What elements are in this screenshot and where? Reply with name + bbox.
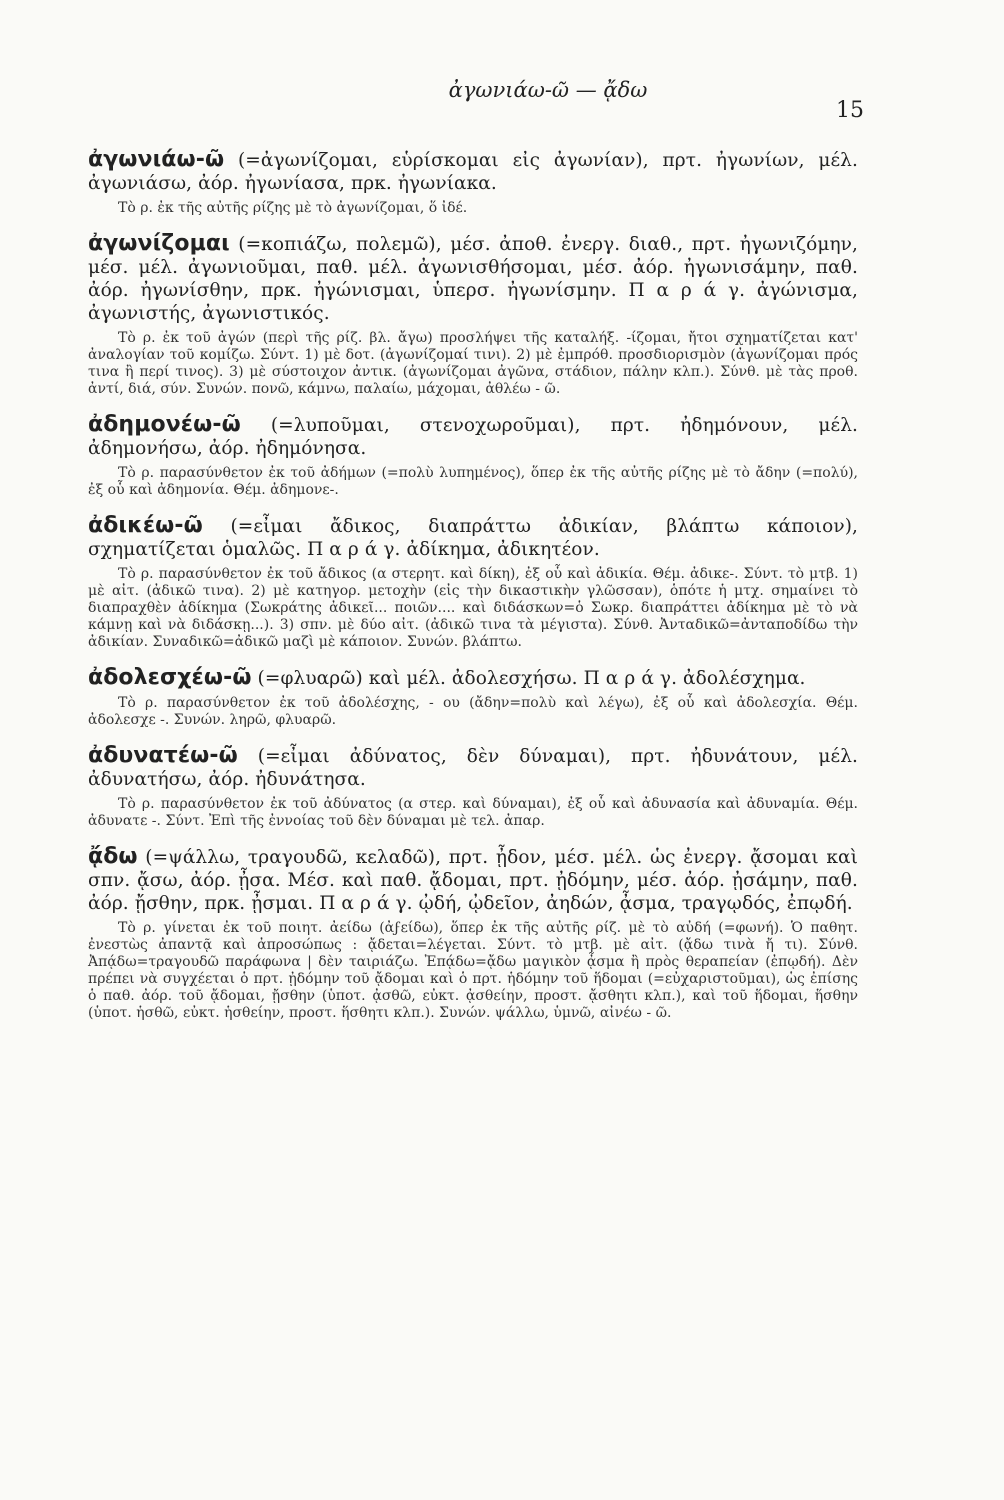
entry-definition bbox=[88, 845, 858, 915]
page-number: 15 bbox=[836, 98, 864, 123]
entry-note: Τὸ ρ. γίνεται ἐκ τοῦ ποιητ. ἀείδω (ἀϝείδω), ὅπερ ἐκ τῆς αὐτῆς ρίζ. μὲ τὸ αὐδή (=φωνή). Ὁ παθητ. ἐνεστὼς ἀπαντᾷ καὶ ἀπροσώπως : ᾄδεται=λέγεται. Σύντ. τὸ μτβ. μὲ αἰτ. (ᾄδω τινὰ ἤ τι). Σύνθ. Ἀπᾴδω=τραγουδῶ παράφωνα | δὲν ταιριάζω. Ἐπᾴδω=ᾄδω μαγικὸν ᾆσμα ἢ πρὸς θεραπείαν (ἐπῳδή). Δὲν πρέπει νὰ συγχέεται ὁ πρτ. ᾐδόμην τοῦ ᾄδομαι καὶ ὁ πρτ. ἡδόμην τοῦ ἥδομαι (=εὐχαριστοῦμαι), ὡς ἐπίσης ὁ παθ. ἀόρ. τοῦ ᾄδομαι, ᾔσθην (ὑποτ. ᾀσθῶ, εὐκτ. ᾀσθείην, προστ. ᾄσθητι κλπ.), καὶ τοῦ ἥδομαι, ἥσθην (ὑποτ. ἡσθῶ, εὐκτ. ἡσθείην, προστ. ἥσθητι κλπ.). Συνών. ψάλλω, ὑμνῶ, αἰνέω - ῶ. bbox=[88, 920, 858, 1021]
entry-note: Τὸ ρ. παρασύνθετον ἐκ τοῦ ἄδικος (α στερητ. καὶ δίκη), ἐξ οὗ καὶ ἀδικία. Θέμ. ἀδικε-. Σύντ. τὸ μτβ. 1) μὲ αἰτ. (ἀδικῶ τινα). 2) μὲ κατηγορ. μετοχὴν (εἰς τὴν δικαστικὴν γλῶσσαν), ὁπότε ἡ μτχ. σημαίνει τὸ διαπραχθὲν ἀδίκημα (Σωκράτης ἀδικεῖ... ποιῶν.... καὶ διδάσκων=ὁ Σωκρ. διαπράττει ἀδίκημα μὲ τὸ νὰ κάμνῃ καὶ νὰ διδάσκῃ...). 3) σπν. μὲ δύο αἰτ. (ἀδικῶ τινα τὰ μέγιστα). Σύνθ. Ἀνταδικῶ=ἀνταποδίδω τὴν ἀδικίαν. Συναδικῶ=ἀδικῶ μαζὶ μὲ κάποιον. Συνών. βλάπτω. bbox=[88, 566, 858, 650]
entry-note: Τὸ ρ. ἐκ τοῦ ἀγών (περὶ τῆς ρίζ. βλ. ἄγω) προσλήψει τῆς καταλήξ. -ίζομαι, ἤτοι σχηματίζεται κατ' ἀναλογίαν τοῦ κομίζω. Σύντ. 1) μὲ δοτ. (ἀγωνίζομαί τινι). 2) μὲ ἐμπρόθ. προσδιορισμὸν (ἀγωνίζομαι πρός τινα ἢ περί τινος). 3) μὲ σύστοιχον ἀντικ. (ἀγωνίζομαι ἀγῶνα, στάδιον, πάλην κλπ.). Σύνθ. μὲ τὰς προθ. ἀντί, διά, σύν. Συνών. πονῶ, κάμνω, παλαίω, μάχομαι, ἀθλέω - ῶ. bbox=[88, 330, 858, 397]
entry-lemma: ἀγωνιάω-ῶ bbox=[88, 147, 225, 172]
entry-lemma: ᾄδω bbox=[88, 844, 138, 869]
entry-definition bbox=[88, 232, 858, 325]
entry-note: Τὸ ρ. παρασύνθετον ἐκ τοῦ ἀδολέσχης, - ου (ἄδην=πολὺ καὶ λέγω), ἐξ οὗ καὶ ἀδολεσχία. Θέμ. ἀδολεσχε -. Συνών. ληρῶ, φλυαρῶ. bbox=[88, 695, 858, 728]
entry-definition-text: (=λυποῦμαι, στενοχωροῦμαι), πρτ. ἠδημόνουν, μέλ. ἀδημονήσω, ἀόρ. ἠδημόνησα. bbox=[88, 415, 858, 459]
entry-definition-text: (=ψάλλω, τραγουδῶ, κελαδῶ), πρτ. ᾖδον, μέσ. μέλ. ὡς ἐνεργ. ᾄσομαι καὶ σπν. ᾄσω, ἀόρ. ᾖσα. Μέσ. καὶ παθ. ᾄδομαι, πρτ. ᾐδόμην, μέσ. ἀόρ. ᾐσάμην, παθ. ἀόρ. ᾔσθην, πρκ. ᾖσμαι. Π α ρ ά γ. ᾠδή, ᾠδεῖον, ἀηδών, ᾆσμα, τραγῳδός, ἐπῳδή. bbox=[88, 847, 858, 914]
running-title: ἀγωνιάω-ῶ — ᾄδω bbox=[448, 78, 648, 102]
entry-lemma: ἀδυνατέω-ῶ bbox=[88, 743, 238, 768]
entry-definition-text: (=εἶμαι ἀδύνατος, δὲν δύναμαι), πρτ. ἠδυνάτουν, μέλ. ἀδυνατήσω, ἀόρ. ἠδυνάτησα. bbox=[88, 746, 858, 790]
dictionary-entry bbox=[88, 413, 858, 499]
entry-definition-text: (=εἶμαι ἄδικος, διαπράττω ἀδικίαν, βλάπτω κάποιον), σχηματίζεται ὁμαλῶς. Π α ρ ά γ. ἀδίκημα, ἀδικητέον. bbox=[88, 516, 858, 560]
entry-lemma: ἀγωνίζομαι bbox=[88, 231, 230, 256]
dictionary-entry bbox=[88, 232, 858, 398]
entry-note: Τὸ ρ. παρασύνθετον ἐκ τοῦ ἀδύνατος (α στερ. καὶ δύναμαι), ἐξ οὗ καὶ ἀδυνασία καὶ ἀδυναμία. Θέμ. ἀδυνατε -. Σύντ. Ἐπὶ τῆς ἐννοίας τοῦ δὲν δύναμαι μὲ τελ. ἀπαρ. bbox=[88, 796, 858, 829]
dictionary-entry bbox=[88, 845, 858, 1022]
entry-definition bbox=[88, 148, 858, 195]
entry-definition bbox=[88, 514, 858, 561]
entry-definition bbox=[88, 744, 858, 791]
entry-definition bbox=[88, 413, 858, 460]
dictionary-body bbox=[88, 148, 858, 1037]
entry-lemma: ἀδολεσχέω-ῶ bbox=[88, 665, 252, 690]
dictionary-entry bbox=[88, 744, 858, 830]
entry-definition-text: (=ἀγωνίζομαι, εὑρίσκομαι εἰς ἀγωνίαν), πρτ. ἠγωνίων, μέλ. ἀγωνιάσω, ἀόρ. ἠγωνίασα, πρκ. ἠγωνίακα. bbox=[88, 150, 858, 194]
entry-lemma: ἀδημονέω-ῶ bbox=[88, 412, 241, 437]
entry-definition-text: (=φλυαρῶ) καὶ μέλ. ἀδολεσχήσω. Π α ρ ά γ. ἀδολέσχημα. bbox=[251, 668, 806, 689]
page-header bbox=[88, 78, 864, 123]
entry-definition-text: (=κοπιάζω, πολεμῶ), μέσ. ἀποθ. ἐνεργ. διαθ., πρτ. ἠγωνιζόμην, μέσ. μέλ. ἀγωνιοῦμαι, παθ. μέλ. ἀγωνισθήσομαι, μέσ. ἀόρ. ἠγωνισάμην, παθ. ἀόρ. ἠγωνίσθην, πρκ. ἠγώνισμαι, ὑπερσ. ἠγωνίσμην. Π α ρ ά γ. ἀγώνισμα, ἀγωνιστής, ἀγωνιστικός. bbox=[88, 234, 858, 324]
entry-lemma: ἀδικέω-ῶ bbox=[88, 513, 203, 538]
dictionary-entry bbox=[88, 666, 858, 729]
entry-note: Τὸ ρ. παρασύνθετον ἐκ τοῦ ἀδήμων (=πολὺ λυπημένος), ὅπερ ἐκ τῆς αὐτῆς ρίζης μὲ τὸ ἄδην (=πολύ), ἐξ οὗ καὶ ἀδημονία. Θέμ. ἀδημονε-. bbox=[88, 465, 858, 498]
dictionary-entry bbox=[88, 148, 858, 217]
dictionary-entry bbox=[88, 514, 858, 651]
entry-note: Τὸ ρ. ἐκ τῆς αὐτῆς ρίζης μὲ τὸ ἀγωνίζομαι, ὅ ἰδέ. bbox=[118, 200, 468, 216]
entry-definition bbox=[88, 666, 858, 690]
